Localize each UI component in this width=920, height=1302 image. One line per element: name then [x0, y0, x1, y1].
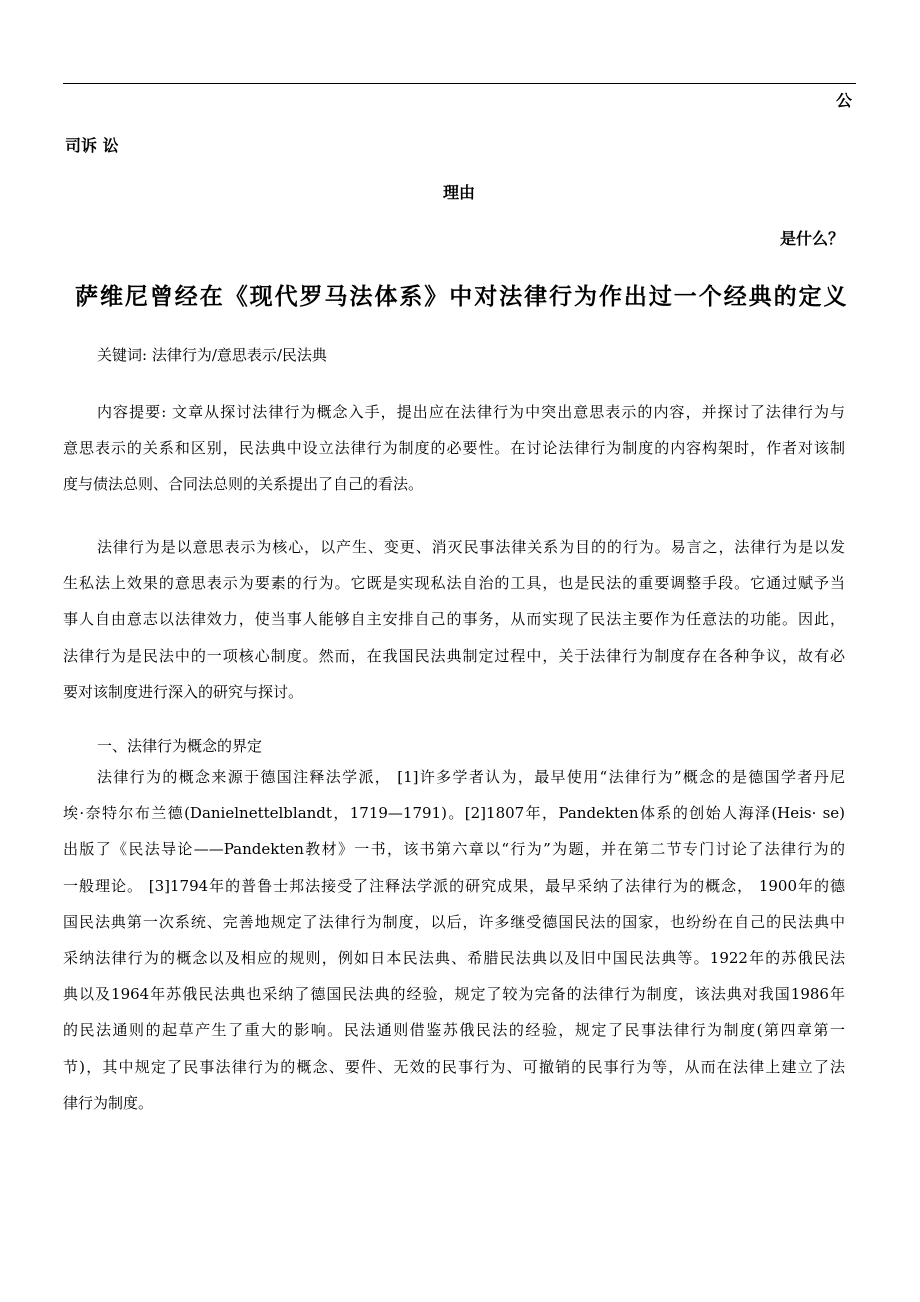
paragraph-line: 法律行为是以意思表示为核心，以产生、变更、消灭民事法律关系为目的的行为。易言之，法律行为是以发	[97, 538, 845, 556]
keywords-text: 关键词: 法律行为/意思表示/民法典	[97, 346, 327, 364]
paragraph-line: 埃·奈特尔布兰德(Danielnettelblandt，1719—1791)。[2]1807年，Pandekten体系的创始人海泽(Heis· se)	[63, 804, 845, 823]
header-fragment: 公	[836, 91, 853, 110]
paragraph-line: 生私法上效果的意思表示为要素的行为。它既是实现私法自治的工具，也是民法的重要调整手段。它通过赋予当	[63, 574, 845, 593]
header-fragment: 理由	[443, 183, 476, 202]
paragraph-line: 内容提要: 文章从探讨法律行为概念入手，提出应在法律行为中突出意思表示的内容，并探讨了法律行为与	[97, 403, 845, 421]
header-rule	[63, 83, 856, 84]
paragraph-line: 事人自由意志以法律效力，使当事人能够自主安排自己的事务，从而实现了民法主要作为任意法的功能。因此，	[63, 610, 845, 629]
paragraph-line: 典以及1964年苏俄民法典也采纳了德国民法典的经验，规定了较为完备的法律行为制度，该法典对我国1986年	[63, 985, 845, 1004]
header-fragment: 是什么？	[780, 229, 845, 248]
section-paragraph	[63, 759, 845, 1121]
paragraph-line: 出版了《民法导论——Pandekten教材》一书，该书第六章以“行为”为题，并在第二节专门讨论了法律行为的	[63, 840, 845, 859]
paragraph-line: 度与债法总则、合同法总则的关系提出了自己的看法。	[63, 475, 424, 494]
paragraph-line: 的民法通则的起草产生了重大的影响。民法通则借鉴苏俄民法的经验，规定了民事法律行为制度(第四章第一	[63, 1021, 845, 1040]
paragraph-line: 一般理论。 [3]1794年的普鲁士邦法接受了注释法学派的研究成果，最早采纳了法律行为的概念， 1900年的德	[63, 876, 845, 895]
paragraph-line: 要对该制度进行深入的研究与探讨。	[63, 682, 304, 701]
paragraph-line: 国民法典第一次系统、完善地规定了法律行为制度，以后，许多继受德国民法的国家，也纷纷在自己的民法典中	[63, 912, 845, 931]
document-title: 萨维尼曾经在《现代罗马法体系》中对法律行为作出过一个经典的定义	[75, 284, 847, 310]
abstract-paragraph	[63, 394, 845, 503]
section-heading-text: 一、法律行为概念的界定	[97, 737, 263, 755]
paragraph-line: 法律行为的概念来源于德国注释法学派， [1]许多学者认为，最早使用“法律行为”概念的是德国学者丹尼	[97, 768, 845, 786]
keywords	[63, 337, 845, 373]
paragraph-line: 节)，其中规定了民事法律行为的概念、要件、无效的民事行为、可撤销的民事行为等，从而在法律上建立了法	[63, 1057, 845, 1076]
intro-paragraph	[63, 529, 845, 710]
header-fragment: 司诉 讼	[65, 136, 119, 155]
paragraph-line: 法律行为是民法中的一项核心制度。然而，在我国民法典制定过程中，关于法律行为制度存在各种争议，故有必	[63, 646, 845, 665]
paragraph-line: 采纳法律行为的概念以及相应的规则，例如日本民法典、希腊民法典以及旧中国民法典等。1922年的苏俄民法	[63, 948, 845, 967]
paragraph-line: 律行为制度。	[63, 1093, 154, 1112]
paragraph-line: 意思表示的关系和区别，民法典中设立法律行为制度的必要性。在讨论法律行为制度的内容构架时，作者对该制	[63, 439, 845, 458]
